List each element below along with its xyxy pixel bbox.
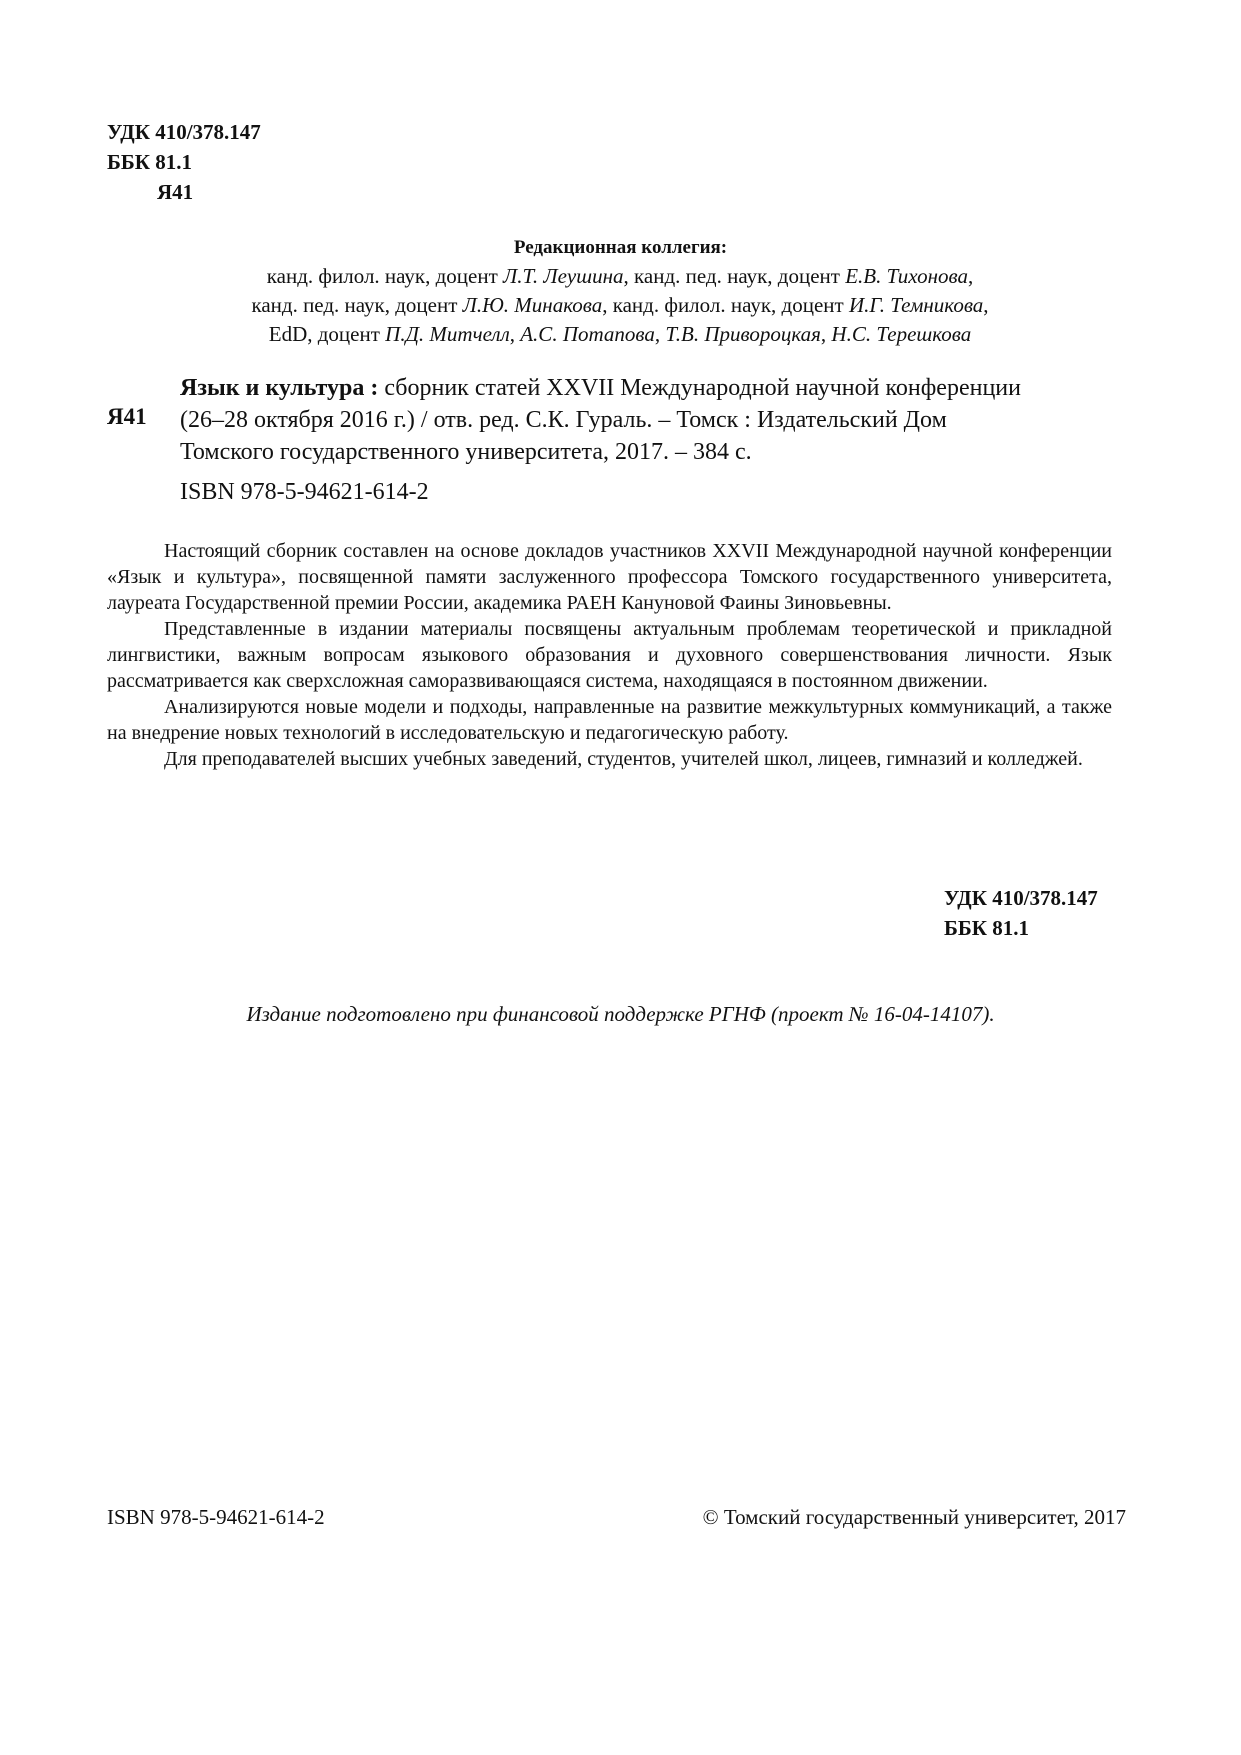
board-member-name: Т.В. Привороцкая	[665, 322, 821, 346]
board-member-name: Н.С. Терешкова	[831, 322, 972, 346]
board-member-title: , канд. филол. наук, доцент	[602, 293, 849, 317]
classification-codes-top	[107, 117, 261, 207]
board-member-title: ,	[967, 264, 974, 288]
udk-code: УДК 410/378.147	[107, 120, 261, 144]
author-mark: Я41	[157, 180, 194, 204]
bbk-code-bottom: ББК 81.1	[944, 916, 1029, 940]
footer-isbn: ISBN 978-5-94621-614-2	[107, 1505, 325, 1529]
board-member-title: ,	[983, 293, 989, 317]
board-member-title: канд. пед. наук, доцент	[251, 293, 463, 317]
bibliographic-author-mark: Я41	[107, 404, 147, 429]
bbk-code: ББК 81.1	[107, 150, 192, 174]
editorial-board-line	[120, 291, 1120, 320]
editorial-board-members	[120, 262, 1120, 349]
board-member-title: ,	[509, 322, 521, 346]
annotation-paragraph: Настоящий сборник составлен на основе докладов участников XXVII Международной научной конференции «Язык и культура», посвященной памяти заслуженного профессора Томского государственного университета, лауреата Государственной премии России, академика РАЕН Кануновой Фаины Зиновьевны.	[107, 540, 1112, 614]
board-member-title: EdD, доцент	[268, 322, 386, 346]
board-member-title: , канд. пед. наук, доцент	[623, 264, 846, 288]
book-title: Язык и культура :	[180, 375, 379, 401]
board-member-title: канд. филол. наук, доцент	[266, 264, 504, 288]
board-member-title: ,	[654, 322, 666, 346]
editorial-board-line	[120, 262, 1120, 291]
bibliographic-description	[180, 372, 1110, 468]
board-member-name: Л.Т. Леушина	[503, 264, 624, 288]
bibliographic-line-3: Томского государственного университета, 2017. – 384 с.	[180, 439, 752, 465]
annotation	[107, 538, 1112, 772]
board-member-title: ,	[820, 322, 832, 346]
board-member-name: Е.В. Тихонова	[845, 264, 968, 288]
udk-code-bottom: УДК 410/378.147	[944, 886, 1098, 910]
book-subtitle: сборник статей XXVII Международной научной конференции	[378, 375, 1021, 401]
editorial-board-title: Редакционная коллегия:	[513, 237, 728, 258]
board-member-name: П.Д. Митчелл	[385, 322, 510, 346]
bibliographic-line-2: (26–28 октября 2016 г.) / отв. ред. С.К. Гураль. – Томск : Издательский Дом	[180, 407, 947, 433]
board-member-name: Л.Ю. Минакова	[462, 293, 603, 317]
grant-note: Издание подготовлено при финансовой поддержке РГНФ (проект № 16-04-14107).	[246, 1002, 995, 1026]
classification-codes-bottom	[944, 883, 1098, 943]
bibliographic-line-1	[180, 372, 1110, 404]
footer-copyright: © Томский государственный университет, 2017	[702, 1505, 1126, 1529]
annotation-paragraph: Для преподавателей высших учебных заведений, студентов, учителей школ, лицеев, гимназий и колледжей.	[164, 748, 1083, 770]
board-member-name: И.Г. Темникова	[848, 293, 984, 317]
bibliographic-isbn: ISBN 978-5-94621-614-2	[180, 479, 429, 505]
annotation-paragraph: Представленные в издании материалы посвящены актуальным проблемам теоретической и прикладной лингвистики, важным вопросам языкового образования и духовного совершенствования личности. Язык рассматривается как сверхсложная саморазвивающаяся система, находящаяся в постоянном движении.	[107, 618, 1112, 692]
board-member-name: А.С. Потапова	[520, 322, 655, 346]
annotation-paragraph: Анализируются новые модели и подходы, направленные на развитие межкультурных коммуникаций, а также на внедрение новых технологий в исследовательскую и педагогическую работу.	[107, 696, 1112, 744]
editorial-board-line	[120, 320, 1120, 349]
